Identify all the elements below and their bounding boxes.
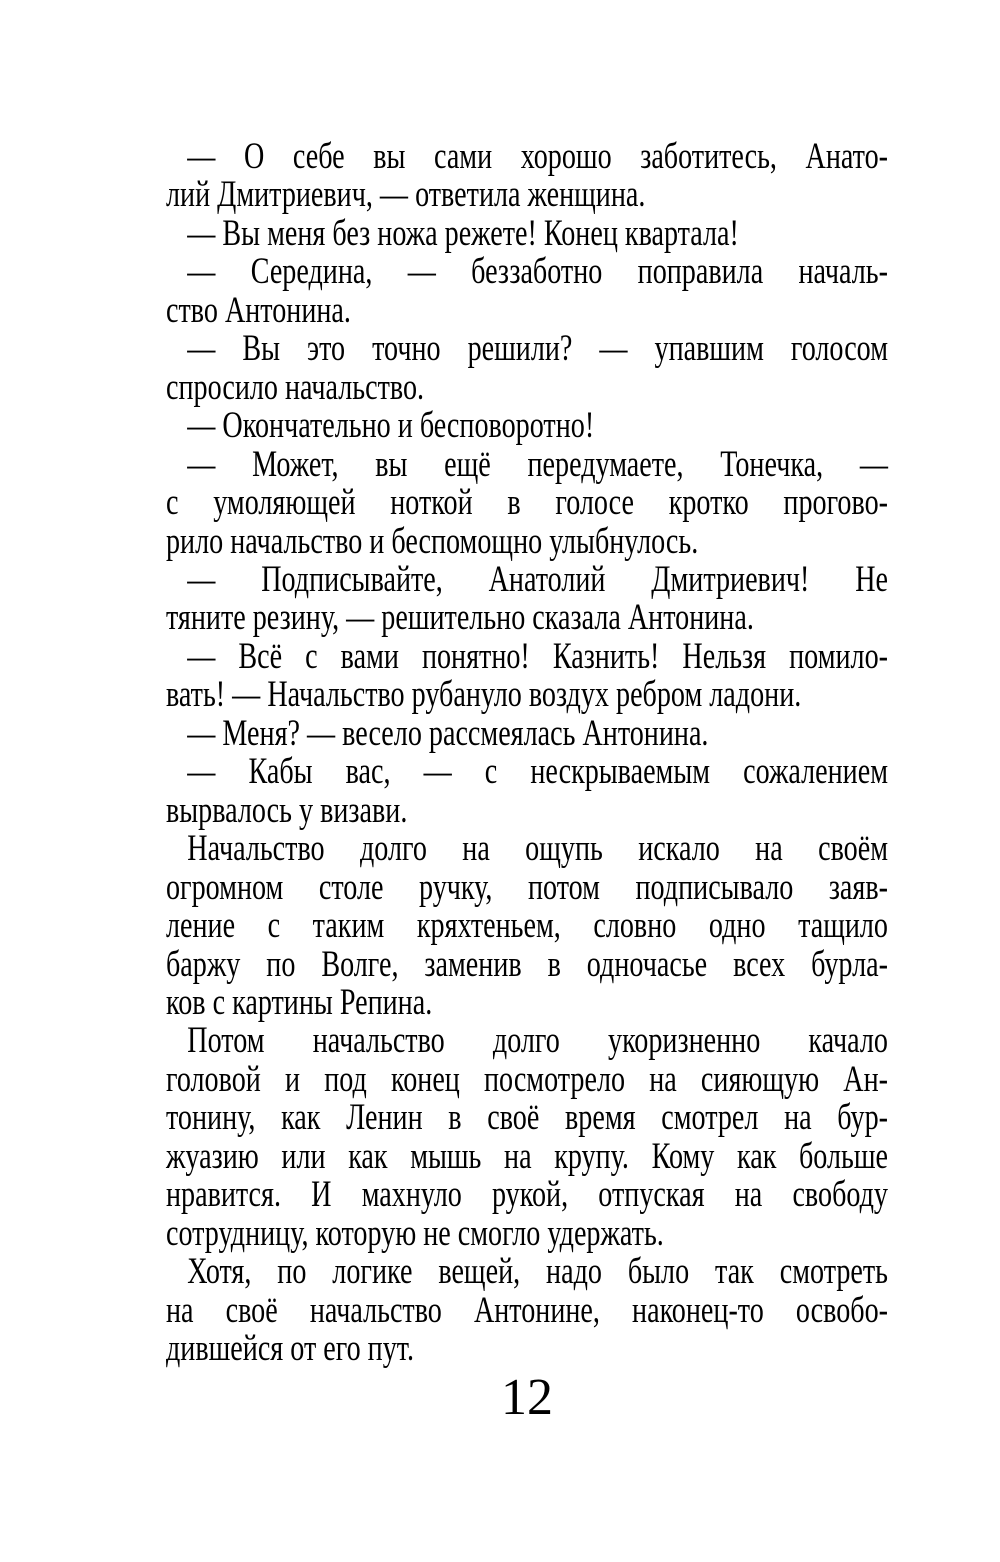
text-line: — Середина, — беззаботно поправила началь- <box>187 251 888 293</box>
text-block <box>166 138 888 1369</box>
text-line: головой и под конец посмотрело на сияющую Ан- <box>166 1058 888 1100</box>
page-number: 12 <box>501 1369 553 1426</box>
paragraph <box>166 443 888 562</box>
paragraph <box>166 1253 888 1368</box>
text-line: тяните резину, — решительно сказала Антонина. <box>166 597 754 639</box>
paragraph <box>166 1022 888 1253</box>
text-line: — Меня? — весело рассмеялась Антонина. <box>187 712 709 754</box>
text-line: ство Антонина. <box>166 289 351 331</box>
paragraph <box>166 712 888 754</box>
text-line: — Подписывайте, Анатолий Дмитриевич! Не <box>187 558 888 600</box>
paragraph <box>166 753 888 830</box>
text-line: — Вы меня без ножа режете! Конец квартала! <box>187 212 739 254</box>
text-line: спросило начальство. <box>166 366 425 408</box>
text-line: нравится. И махнуло рукой, отпуская на свободу <box>166 1174 888 1216</box>
paragraph <box>166 138 888 215</box>
text-line: Потом начальство долго укоризненно качало <box>187 1020 888 1062</box>
text-line: — Может, вы ещё передумаете, Тонечка, — <box>187 443 888 485</box>
text-line: ление с таким кряхтеньем, словно одно тащило <box>166 905 888 947</box>
text-line: вать! — Начальство рубануло воздух ребром ладони. <box>166 674 802 716</box>
paragraph <box>166 558 888 639</box>
paragraph <box>166 330 888 407</box>
text-line: — Кабы вас, — с нескрываемым сожалением <box>187 751 888 793</box>
text-line: вырвалось у визави. <box>166 789 408 831</box>
text-line: ков с картины Репина. <box>166 981 433 1023</box>
paragraph <box>166 212 888 254</box>
text-line: жуазию или как мышь на крупу. Кому как больше <box>166 1135 888 1177</box>
text-line: лий Дмитриевич, — ответила женщина. <box>166 174 646 216</box>
text-line: баржу по Волге, заменив в одночасье всех бурла- <box>166 943 888 985</box>
paragraph <box>166 830 888 1022</box>
text-line: тонину, как Ленин в своё время смотрел на бур- <box>166 1097 888 1139</box>
text-line: дившейся от его пут. <box>166 1328 414 1370</box>
text-line: — Вы это точно решили? — упавшим голосом <box>187 328 888 370</box>
text-line: рило начальство и беспомощно улыбнулось. <box>166 520 699 562</box>
paragraph <box>166 635 888 716</box>
text-line: с умоляющей ноткой в голосе кротко прогово- <box>166 482 888 524</box>
paragraph <box>166 407 888 445</box>
text-line: огромном столе ручку, потом подписывало заяв- <box>166 866 888 908</box>
text-line: — Окончательно и бесповоротно! <box>187 405 595 447</box>
text-line: Хотя, по логике вещей, надо было так смотреть <box>187 1251 888 1293</box>
text-line: на своё начальство Антонине, наконец-то освобо- <box>166 1289 888 1331</box>
text-line: Начальство долго на ощупь искало на своём <box>187 828 888 870</box>
text-line: — О себе вы сами хорошо заботитесь, Анато- <box>187 136 888 177</box>
text-line: — Всё с вами понятно! Казнить! Нельзя помило- <box>187 635 888 677</box>
text-line: сотрудницу, которую не смогло удержать. <box>166 1212 664 1254</box>
paragraph <box>166 253 888 330</box>
